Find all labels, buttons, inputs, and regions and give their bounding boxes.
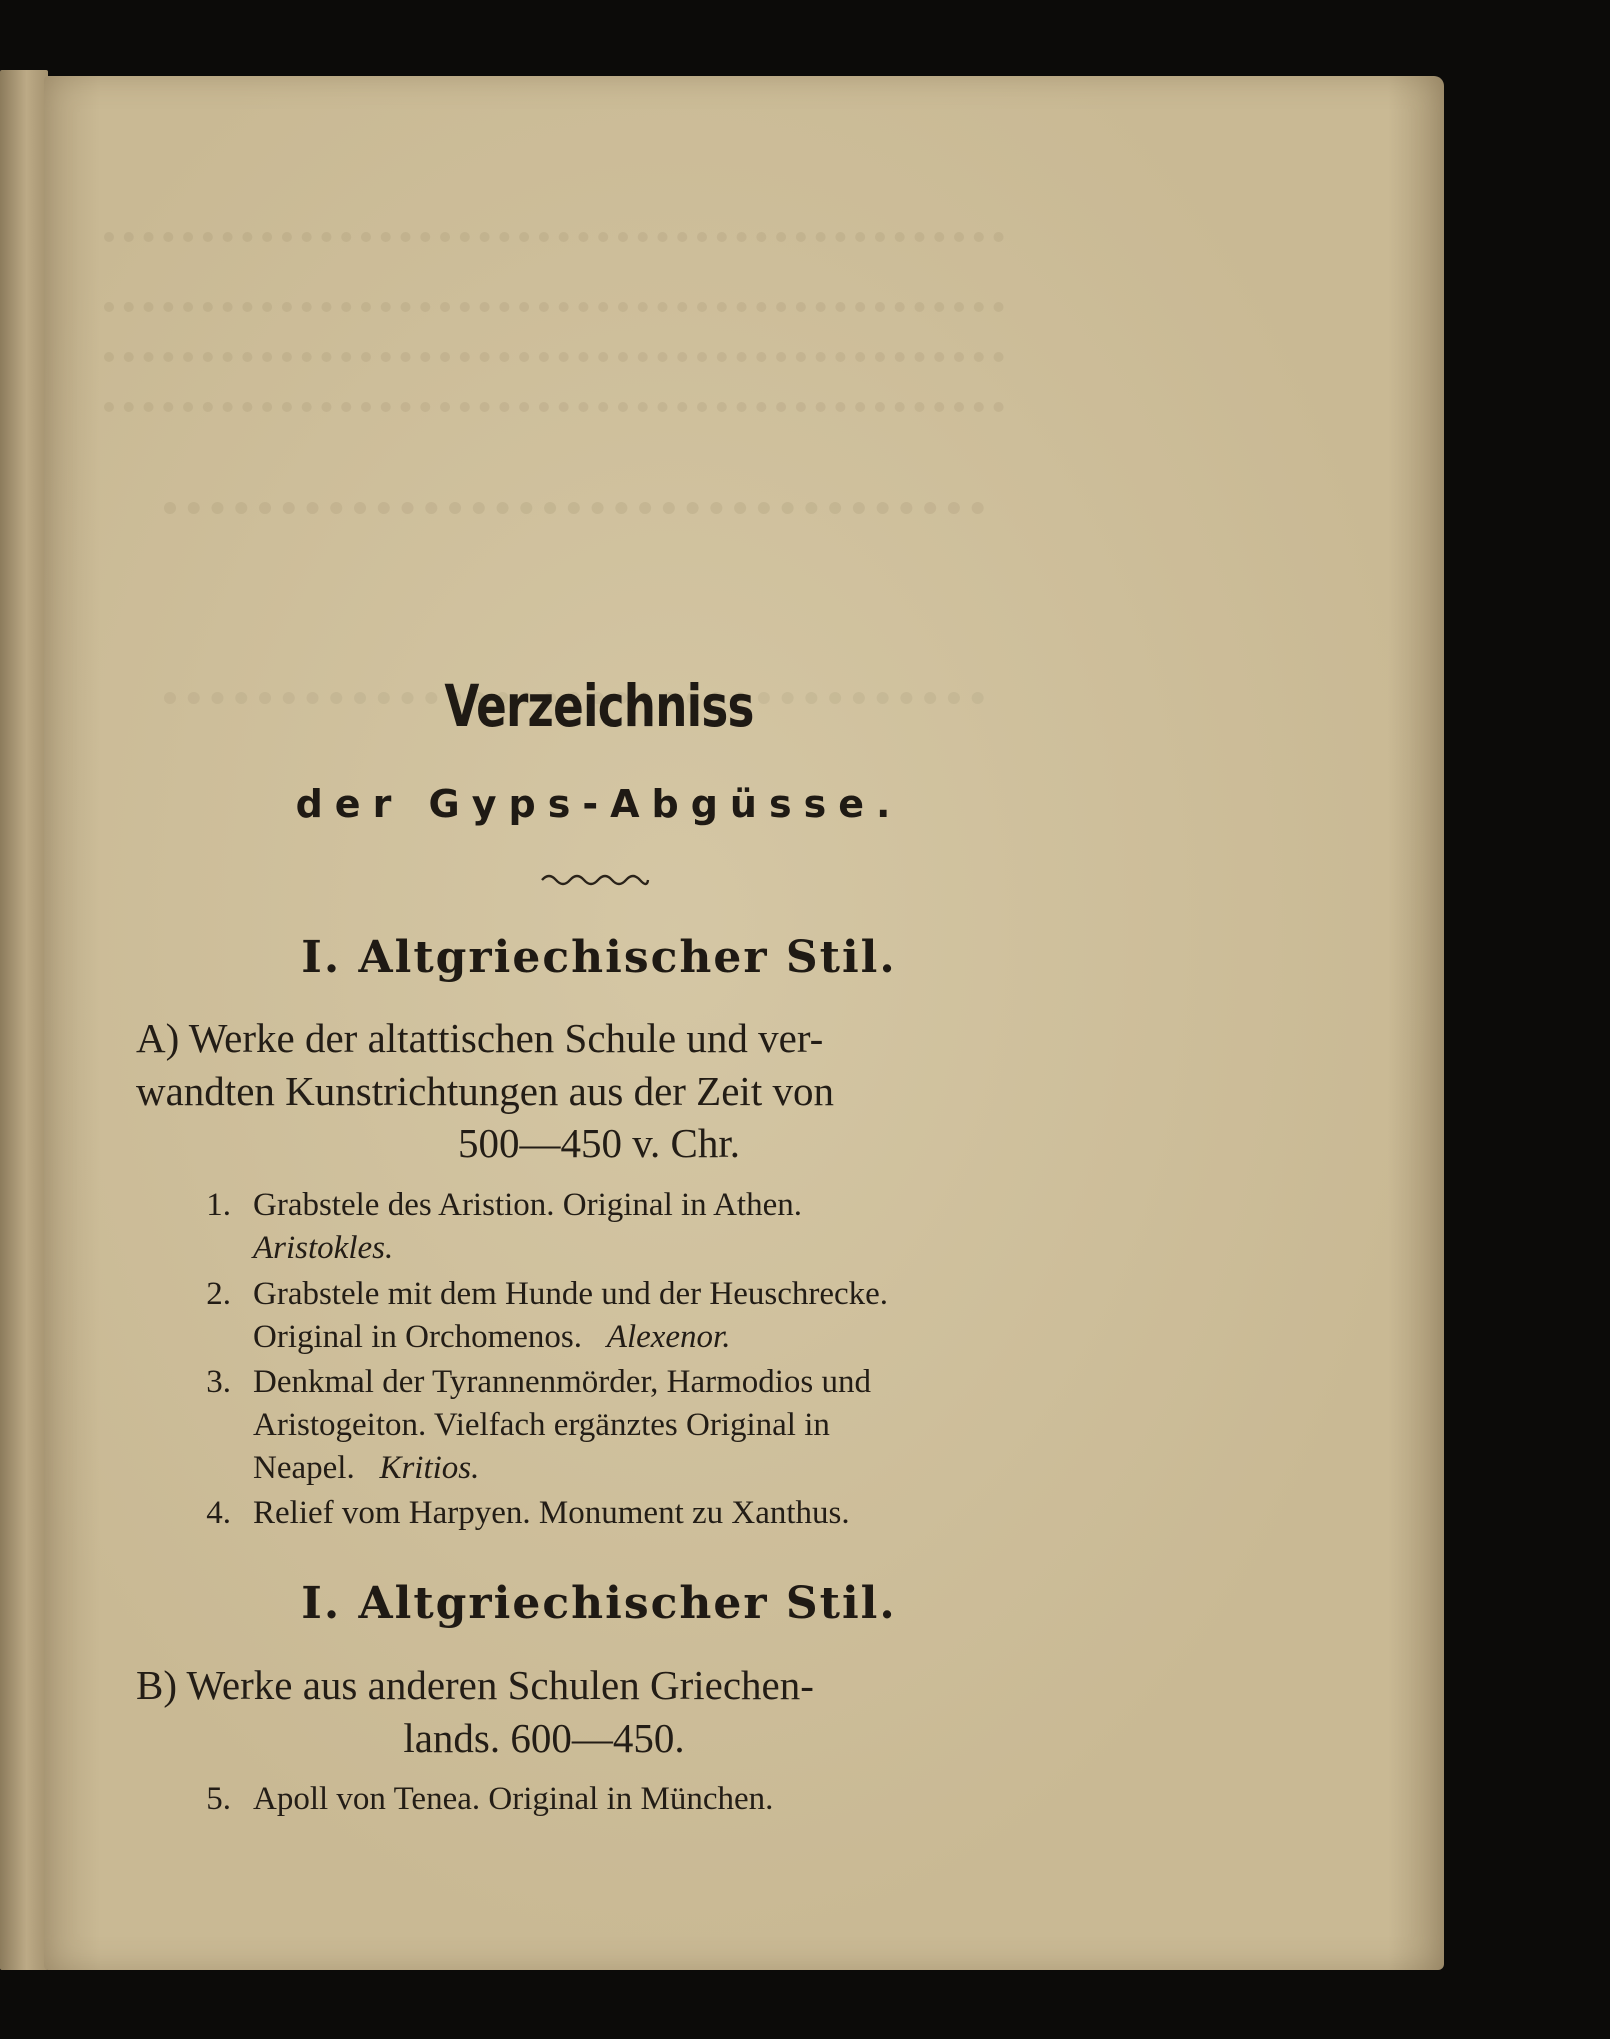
item-number: 3. bbox=[206, 1364, 231, 1400]
item-description-end: Neapel. bbox=[253, 1450, 355, 1486]
item-artist: Aristokles. bbox=[253, 1230, 394, 1266]
page-subtitle: der Gyps-Abgüsse. bbox=[295, 782, 903, 826]
item-number: 1. bbox=[206, 1187, 231, 1223]
subheading-b-line1: B) Werke aus anderen Schulen Griechen- bbox=[136, 1662, 814, 1708]
item-description: Grabstele des Aristion. Original in Athen. bbox=[253, 1187, 802, 1223]
subheading-a-line2: wandten Kunstrichtungen aus der Zeit von bbox=[136, 1068, 834, 1114]
catalog-item-2 bbox=[187, 1273, 1047, 1359]
wave-ornament-icon bbox=[540, 870, 650, 890]
item-number: 5. bbox=[206, 1781, 231, 1817]
catalog-item-3 bbox=[187, 1361, 1047, 1490]
item-description-cont: Original in Orchomenos. bbox=[253, 1319, 583, 1355]
item-description: Denkmal der Tyrannenmörder, Harmodios und bbox=[253, 1364, 872, 1400]
item-description: Relief vom Harpyen. Monument zu Xanthus. bbox=[253, 1495, 850, 1531]
facing-page-edge bbox=[0, 70, 48, 1970]
section-heading-2: I. Altgriechischer Stil. bbox=[301, 1578, 897, 1629]
subheading-a-line3: 500—450 v. Chr. bbox=[457, 1120, 741, 1166]
subheading-a-line1: A) Werke der altattischen Schule und ver- bbox=[136, 1015, 824, 1061]
subheading-b-line2: lands. 600—450. bbox=[403, 1715, 685, 1761]
book-page bbox=[44, 76, 1444, 1970]
item-description-cont: Aristogeiton. Vielfach ergänztes Original in bbox=[253, 1407, 830, 1443]
catalog-item-5 bbox=[187, 1778, 1047, 1821]
catalog-item-4 bbox=[187, 1492, 1047, 1535]
item-description: Apoll von Tenea. Original in München. bbox=[253, 1781, 774, 1817]
item-artist: Alexenor. bbox=[606, 1319, 731, 1355]
catalog-item-1 bbox=[187, 1184, 1047, 1270]
page-content bbox=[44, 76, 1444, 1970]
item-number: 4. bbox=[206, 1495, 231, 1531]
page-title: Verzeichniss bbox=[444, 672, 754, 740]
item-description: Grabstele mit dem Hunde und der Heuschrecke. bbox=[253, 1276, 889, 1312]
section-heading-1: I. Altgriechischer Stil. bbox=[301, 932, 897, 983]
item-artist: Kritios. bbox=[379, 1450, 480, 1486]
item-number: 2. bbox=[206, 1276, 231, 1312]
